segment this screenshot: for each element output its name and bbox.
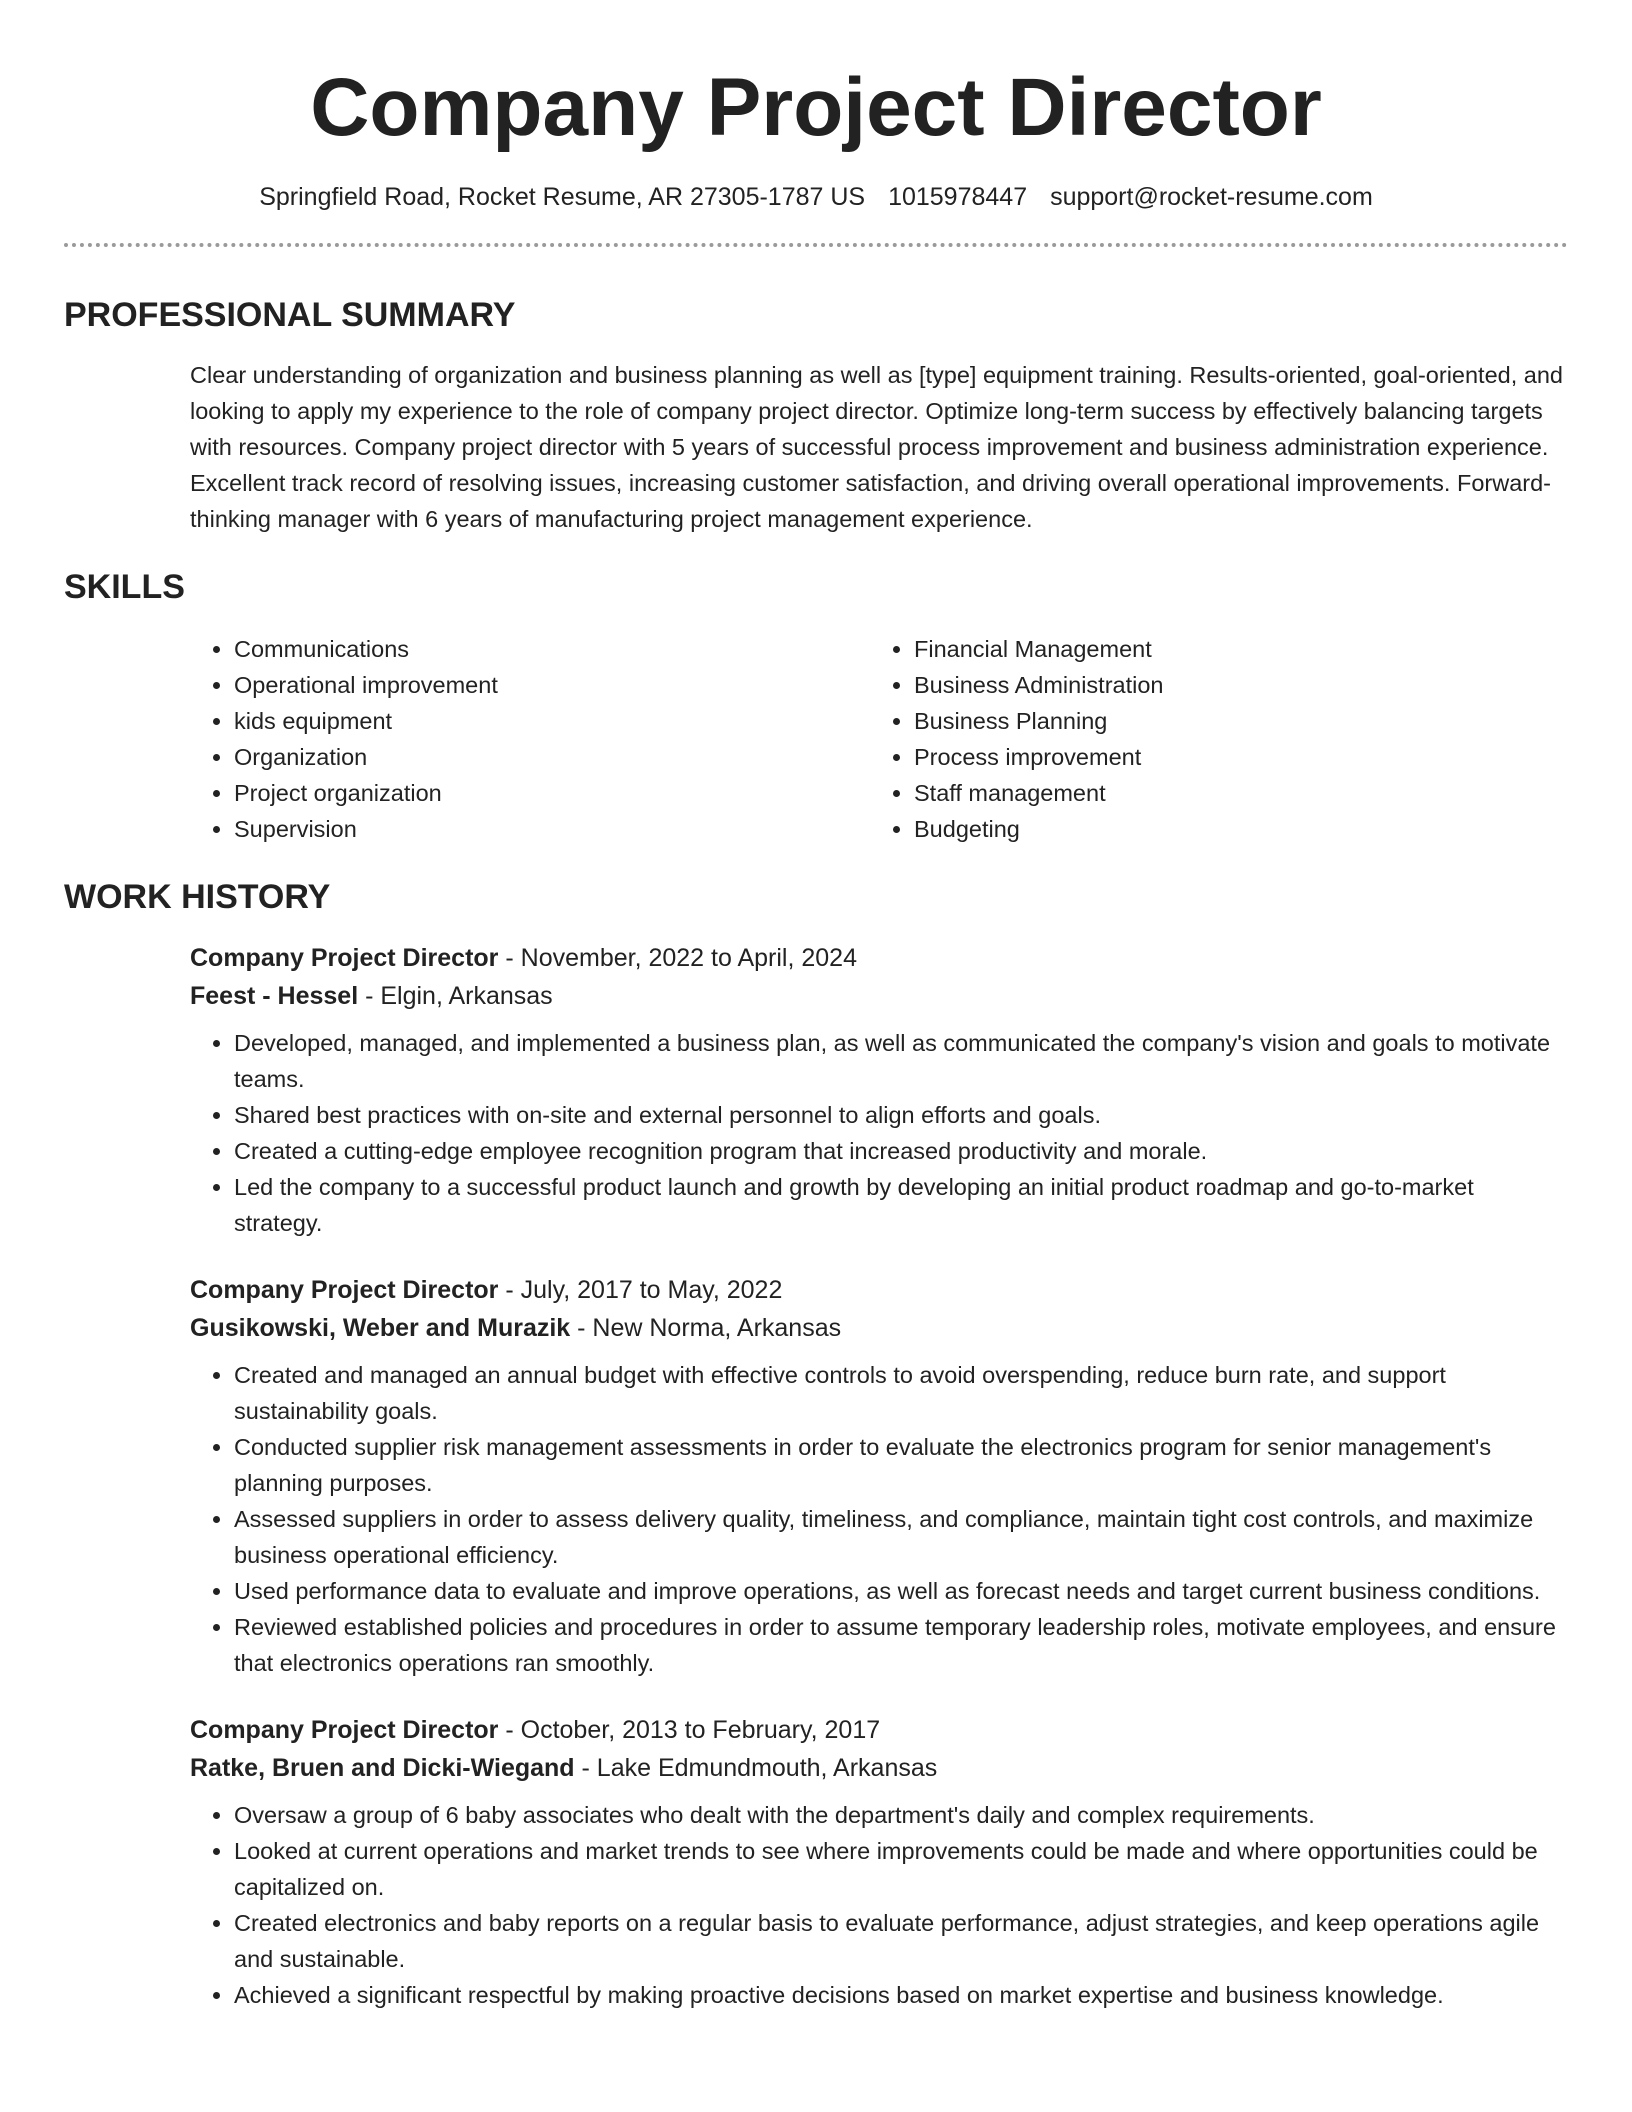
resume-page xyxy=(64,0,1568,2013)
header-divider xyxy=(64,243,1568,247)
contact-address: Springfield Road, Rocket Resume, AR 27305-1787 US xyxy=(259,183,866,211)
job-bullet: • Oversaw a group of 6 baby associates who dealt with the department's daily and complex requirements. xyxy=(234,1797,1568,1833)
skill-item: • kids equipment xyxy=(234,703,870,739)
job-role: Company Project Director xyxy=(190,1276,499,1304)
skill-item: • Business Administration xyxy=(914,667,1550,703)
skill-item: • Project organization xyxy=(234,775,870,811)
summary-text: Clear understanding of organization and business planning as well as [type] equipment training. Results-oriented, goal-oriented, and looking to apply my experience to the role of company project director. Optimize long-term success by effectively balancing targets with resources. Company project director with 5 years of successful process improvement and business administration experience. Excellent track record of resolving issues, increasing customer satisfaction, and driving overall operational improvements. Forward-thinking manager with 6 years of manufacturing project management experience. xyxy=(190,362,1563,532)
job-bullet: • Conducted supplier risk management assessments in order to evaluate the electronics program for senior management's planning purposes. xyxy=(234,1429,1568,1501)
job-bullet: • Developed, managed, and implemented a business plan, as well as communicated the company's vision and goals to motivate teams. xyxy=(234,1025,1568,1097)
job-location: - Elgin, Arkansas xyxy=(358,982,553,1010)
skill-item: • Process improvement xyxy=(914,739,1550,775)
job-bullets xyxy=(190,1025,1568,1241)
job-company: Gusikowski, Weber and Murazik xyxy=(190,1314,571,1342)
job-dates: - July, 2017 to May, 2022 xyxy=(498,1276,783,1304)
job-dates: - October, 2013 to February, 2017 xyxy=(498,1716,881,1744)
job-bullet: • Looked at current operations and market trends to see where improvements could be made and where opportunities could be capitalized on. xyxy=(234,1833,1568,1905)
job-bullet: • Assessed suppliers in order to assess delivery quality, timeliness, and compliance, maintain tight cost controls, and maximize business operational efficiency. xyxy=(234,1501,1568,1573)
skills-list xyxy=(190,631,1568,847)
job-entry xyxy=(190,939,1568,1241)
job-bullet: • Created a cutting-edge employee recognition program that increased productivity and morale. xyxy=(234,1133,1568,1169)
skill-item: • Financial Management xyxy=(914,631,1550,667)
skill-item: • Communications xyxy=(234,631,870,667)
job-bullet: • Created and managed an annual budget with effective controls to avoid overspending, reduce burn rate, and support sustainability goals. xyxy=(234,1357,1568,1429)
summary-title: PROFESSIONAL SUMMARY xyxy=(64,296,516,334)
skills-title: SKILLS xyxy=(64,568,185,606)
skills-column-left xyxy=(190,631,870,847)
job-bullet: • Reviewed established policies and procedures in order to assume temporary leadership roles, motivate employees, and ensure that electronics operations ran smoothly. xyxy=(234,1609,1568,1681)
skill-item: • Supervision xyxy=(234,811,870,847)
job-bullets xyxy=(190,1357,1568,1681)
job-location: - Lake Edmundmouth, Arkansas xyxy=(574,1754,938,1782)
contact-line xyxy=(64,180,1568,214)
job-role-line xyxy=(190,1711,1568,1749)
skill-item: • Organization xyxy=(234,739,870,775)
job-company: Ratke, Bruen and Dicki-Wiegand xyxy=(190,1754,575,1782)
contact-phone: 1015978447 xyxy=(888,183,1028,211)
job-entry xyxy=(190,1711,1568,2013)
skill-item: • Budgeting xyxy=(914,811,1550,847)
job-bullets xyxy=(190,1797,1568,2013)
job-role: Company Project Director xyxy=(190,1716,499,1744)
skill-item: • Business Planning xyxy=(914,703,1550,739)
work-history-title: WORK HISTORY xyxy=(64,878,331,916)
job-location: - New Norma, Arkansas xyxy=(570,1314,842,1342)
job-company-line xyxy=(190,1749,1568,1787)
job-role-line xyxy=(190,939,1568,977)
job-bullet: • Achieved a significant respectful by making proactive decisions based on market expertise and business knowledge. xyxy=(234,1977,1568,2013)
job-company: Feest - Hessel xyxy=(190,982,359,1010)
skill-item: • Staff management xyxy=(914,775,1550,811)
job-bullet: • Used performance data to evaluate and improve operations, as well as forecast needs and target current business conditions. xyxy=(234,1573,1568,1609)
job-bullet: • Shared best practices with on-site and external personnel to align efforts and goals. xyxy=(234,1097,1568,1133)
skill-item: • Operational improvement xyxy=(234,667,870,703)
contact-email: support@rocket-resume.com xyxy=(1050,183,1373,211)
skills-column-right xyxy=(870,631,1550,847)
job-bullet: • Led the company to a successful product launch and growth by developing an initial product roadmap and go-to-market strategy. xyxy=(234,1169,1568,1241)
resume-name: Company Project Director xyxy=(310,62,1322,153)
job-entry xyxy=(190,1271,1568,1681)
job-role-line xyxy=(190,1271,1568,1309)
job-role: Company Project Director xyxy=(190,944,499,972)
job-dates: - November, 2022 to April, 2024 xyxy=(498,944,857,972)
job-bullet: • Created electronics and baby reports on a regular basis to evaluate performance, adjust strategies, and keep operations agile and sustainable. xyxy=(234,1905,1568,1977)
job-company-line xyxy=(190,1309,1568,1347)
job-company-line xyxy=(190,977,1568,1015)
